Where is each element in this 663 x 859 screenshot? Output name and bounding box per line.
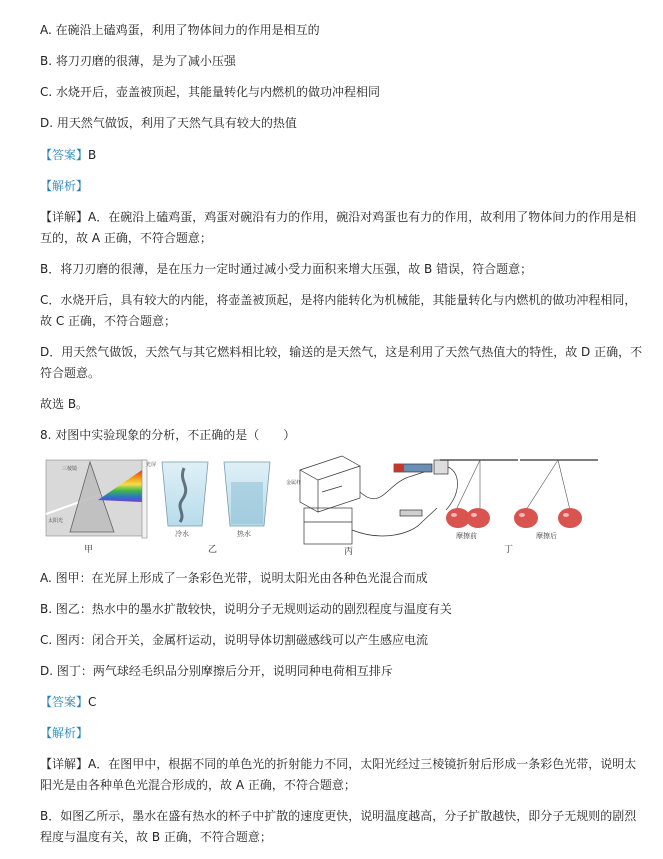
q8-option-d: D. 图丁：两气球经毛织品分别摩擦后分开，说明同种电荷相互排斥 (40, 664, 393, 678)
q8-detail-b-line2: 程度与温度有关，故 B 正确，不符合题意； (40, 830, 272, 844)
answer-value: C (88, 695, 97, 709)
q7-detail-c-line2: 故 C 正确，不符合题意； (40, 314, 177, 328)
q7-option-d: D. 用天然气做饭，利用了天然气具有较大的热值 (40, 116, 297, 130)
q8-option-b: B. 图乙：热水中的墨水扩散较快，说明分子无规则运动的剧烈程度与温度有关 (40, 602, 452, 616)
label-ding: 丁 (504, 545, 514, 555)
label-screen: 光屏 (146, 462, 157, 468)
label-after-rub: 摩擦后 (536, 532, 557, 540)
q8-detail-b-line1: B．如图乙所示，墨水在盛有热水的杯子中扩散的速度更快，说明温度越高，分子扩散越快，即分子无规则的剧烈 (40, 809, 637, 823)
label-cold-water: 冷水 (175, 530, 189, 538)
figure-ding-balloons (440, 460, 598, 555)
label-before-rub: 摩擦前 (456, 532, 477, 540)
detail-a-text: A．在图甲中，根据不同的单色光的折射能力不同，太阳光经过三棱镜折射后形成一条彩色光带，说明太 (88, 757, 637, 771)
detail-tag: 【详解】 (40, 757, 89, 771)
q7-detail-a-line2: 互的，故 A 正确，不符合题意； (40, 231, 212, 245)
q7-detail-d-line1: D．用天然气做饭，天然气与其它燃料相比较，输送的是天然气，这是利用了天然气热值大的特性，故 D 正确，不 (40, 345, 643, 359)
answer-value: B (88, 148, 97, 162)
figure-jia-prism (46, 460, 156, 555)
label-prism: 三棱镜 (62, 466, 78, 472)
q7-option-b: B. 将刀刃磨的很薄，是为了减小压强 (40, 54, 236, 68)
q7-option-c: C. 水烧开后，壶盖被顶起，其能量转化与内燃机的做功冲程相同 (40, 85, 381, 99)
q7-analysis-tag: 【解析】 (40, 179, 89, 193)
q8-detail-a-line1 (40, 754, 637, 775)
label-jia: 甲 (84, 545, 94, 555)
figure-bing-circuit (286, 456, 458, 557)
detail-a-text: A．在碗沿上磕鸡蛋，鸡蛋对碗沿有力的作用，碗沿对鸡蛋也有力的作用，故利用了物体间力的作用是相 (88, 210, 637, 224)
q7-conclusion: 故选 B。 (40, 397, 89, 411)
q7-detail-b: B．将刀刃磨的很薄，是在压力一定时通过减小受力面积来增大压强，故 B 错误，符合题意； (40, 262, 533, 276)
label-hot-water: 热水 (237, 530, 251, 538)
label-bing: 丙 (344, 547, 354, 557)
answer-tag: 【答案】 (40, 695, 89, 709)
q8-figure (42, 452, 602, 560)
q8-option-c: C. 图丙：闭合开关，金属杆运动，说明导体切割磁感线可以产生感应电流 (40, 633, 429, 647)
q7-answer (40, 145, 630, 166)
q7-detail-c-line1: C．水烧开后，具有较大的内能，将壶盖被顶起，是将内能转化为机械能，其能量转化与内燃机的做功冲程相同， (40, 293, 637, 307)
q7-option-a: A. 在碗沿上磕鸡蛋，利用了物体间力的作用是相互的 (40, 23, 320, 37)
answer-tag: 【答案】 (40, 148, 89, 162)
q8-stem: 8. 对图中实验现象的分析，不正确的是（ ） (40, 428, 296, 442)
q8-analysis-tag: 【解析】 (40, 726, 89, 740)
q7-detail-d-line2: 符合题意。 (40, 366, 101, 380)
figure-yi-beakers (162, 462, 270, 555)
q7-detail-a-line1 (40, 207, 637, 228)
label-yi: 乙 (208, 545, 218, 555)
q8-detail-a-line2: 阳光是由各种单色光混合形成的，故 A 正确，不符合题意； (40, 778, 356, 792)
label-sunlight: 太阳光 (48, 518, 64, 524)
detail-tag: 【详解】 (40, 210, 89, 224)
svg-text:金属杆: 金属杆 (286, 480, 302, 486)
q8-option-a: A. 图甲：在光屏上形成了一条彩色光带，说明太阳光由各种色光混合而成 (40, 571, 428, 585)
q8-answer (40, 692, 630, 713)
